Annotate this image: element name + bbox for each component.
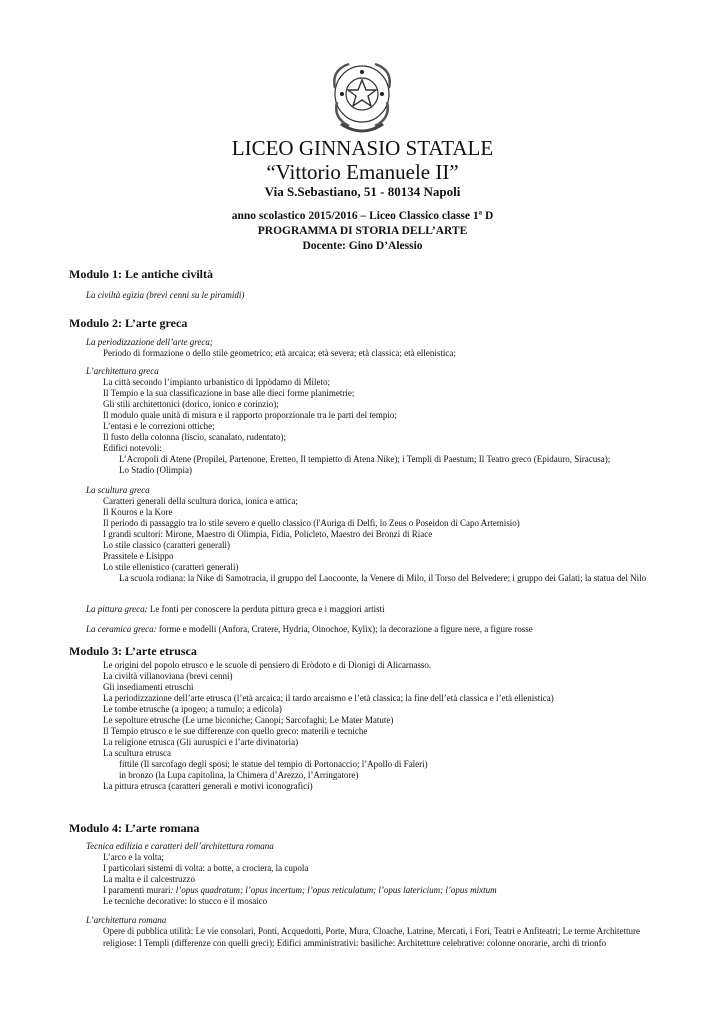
ceramica-greca-label: La ceramica greca: xyxy=(86,624,157,634)
list-item: Il modulo quale unità di misura e il rapporto proporzionale tra le parti del tempio; xyxy=(103,410,397,420)
school-year-line: anno scolastico 2015/2016 – Liceo Classico classe 1ª D xyxy=(231,210,494,222)
module-2-subheading: La periodizzazione dell’arte greca; xyxy=(86,337,213,347)
list-item: Le tecniche decorative: lo stucco e il mosaico xyxy=(103,896,268,906)
list-item: I particolari sistemi di volta: a botte, a crociera, la cupola xyxy=(103,863,309,873)
list-item xyxy=(103,885,497,895)
module-4-subheading: L’architettura romana xyxy=(86,915,167,925)
paramenti-list: : l’opus quadratum; l’opus incertum; l’opus reticulatum; l’opus latericium; l’opus mixtum xyxy=(170,885,497,895)
module-1-item: La civiltà egizia (brevi cenni su le piramidi) xyxy=(86,290,245,300)
module-2-subheading: L’architettura greca xyxy=(86,366,159,376)
list-item: La pittura etrusca (caratteri generali e motivi iconografici) xyxy=(103,781,313,791)
school-name: LICEO GINNASIO STATALE xyxy=(231,136,494,160)
list-item: Le origini del popolo etrusco e le scuole di pensiero di Eròdoto e di Dionigi di Alicarnasso. xyxy=(103,660,432,670)
italian-republic-emblem-icon xyxy=(327,58,397,136)
list-item: La periodizzazione dell’arte etrusca (l’età arcaica; il tardo arcaismo e l’età classica; la fine dell’età classica e l’età ellenistica) xyxy=(103,693,554,703)
module-4-title: Modulo 4: L’arte romana xyxy=(69,821,200,835)
list-item: L’arco e la volta; xyxy=(103,852,164,862)
list-item: in bronzo (la Lupa capitolina, la Chimera d’Arezzo, l’Arringatore) xyxy=(119,770,359,780)
list-item: Il Tempio e la sua classificazione in base alle dieci forme planimetrie; xyxy=(103,388,355,398)
list-item: L’entasi e le correzioni ottiche; xyxy=(103,421,215,431)
list-item: L’Acropoli di Atene (Propilei, Partenone, Eretteo, Il tempietto di Atena Nike); i Templi di Paestum; Il Teatro greco (Epidauro, Siracusa); xyxy=(119,454,611,464)
ceramica-greca-text: forme e modelli (Anfora, Cratere, Hydria, Oinochoe, Kylix); la decorazione a figure nere, a figure rosse xyxy=(156,624,533,634)
list-item: Caratteri generali della scultura dorica, ionica e attica; xyxy=(103,496,298,506)
list-item: Il Tempio etrusco e le sue differenze con quello greco: materili e tecniche xyxy=(103,726,368,736)
pittura-greca-text: Le fonti per conoscere la perduta pittura greca e i maggiori artisti xyxy=(147,604,385,614)
school-address: Via S.Sebastiano, 51 - 80134 Napoli xyxy=(264,184,461,199)
module-2-subheading: La scultura greca xyxy=(86,485,150,495)
list-item: Periodo di formazione o dello stile geometrico; età arcaica; età severa; età classica; età ellenistica; xyxy=(103,348,456,358)
list-item: fittile (Il sarcofago degli sposi; le statue del tempio di Portonaccio; l’Apollo di Faleri) xyxy=(119,759,428,769)
school-subname: “Vittorio Emanuele II” xyxy=(266,160,459,184)
ceramica-greca-line xyxy=(86,624,533,634)
list-item: Il fusto della colonna (liscio, scanalato, rudentato); xyxy=(103,432,286,442)
pittura-greca-label: La pittura greca: xyxy=(86,604,148,614)
list-item: Gli stili architettonici (dorico, ionico e corinzio); xyxy=(103,399,279,409)
list-item: Le sepolture etrusche (Le urne biconiche; Canopi; Sarcofaghi; Le Mater Matute) xyxy=(103,715,394,725)
list-item: Edifici notevoli: xyxy=(103,443,162,453)
list-item: Il Kouros e la Kore xyxy=(103,507,173,517)
list-item: Lo Stadio (Olimpia) xyxy=(119,465,192,475)
module-1-title: Modulo 1: Le antiche civiltà xyxy=(69,267,213,281)
list-item: La scultura etrusca xyxy=(103,748,171,758)
list-item: La scuola rodiana: la Nike di Samotracia, il gruppo del Laocoonte, la Venere di Milo, il Torso del Belvedere; i gruppo dei Galati; la statua del Nilo xyxy=(119,573,647,583)
list-item: Il periodo di passaggio tra lo stile severo e quello classico (l'Auriga di Delfi, lo Zeus o Poseidon di Capo Artemisio) xyxy=(103,518,520,528)
list-item: Gli insediamenti etruschi xyxy=(103,682,194,692)
list-item: Prassitele e Lisippo xyxy=(103,551,174,561)
module-3-title: Modulo 3: L’arte etrusca xyxy=(69,644,197,658)
module-4-subheading: Tecnica edilizia e caratteri dell’architettura romana xyxy=(86,841,274,851)
list-item: La malta e il calcestruzzo xyxy=(103,874,195,884)
list-item: La città secondo l’impianto urbanistico di Ippòdamo di Mileto; xyxy=(103,377,330,387)
list-item: Opere di pubblica utilità: Le vie consolari, Ponti, Acquedotti, Porte, Mura, Cloache, Latrine, Mercati, i Fori, Teatri e Anfiteatri; Le terme Architetture religiose: I Templi (differenze con quelli greci); Edifici amministrativi: basiliche: Architetture celebrative: colonne onorarie, archi di trionfo xyxy=(103,926,641,948)
list-item: Lo stile ellenistico (caratteri generali) xyxy=(103,562,239,572)
list-item: La civiltà villanoviana (brevi cenni) xyxy=(103,671,233,681)
paramenti-label: I paramenti murari xyxy=(103,885,171,895)
list-item: Le tombe etrusche (a ipogeo; a tumulo; a edicola) xyxy=(103,704,282,714)
list-item: I grandi scultori: Mirone, Maestro di Olimpia, Fidia, Policleto, Maestro dei Bronzi di Riace xyxy=(103,529,433,539)
pittura-greca-line xyxy=(86,604,385,614)
teacher-name: Docente: Gino D’Alessio xyxy=(302,240,423,252)
list-item: La religione etrusca (Gli auruspici e l’arte divinatoria) xyxy=(103,737,299,747)
list-item: Lo stile classico (caratteri generali) xyxy=(103,540,230,550)
program-title: PROGRAMMA DI STORIA DELL’ARTE xyxy=(257,225,468,237)
module-2-title: Modulo 2: L’arte greca xyxy=(69,316,188,330)
